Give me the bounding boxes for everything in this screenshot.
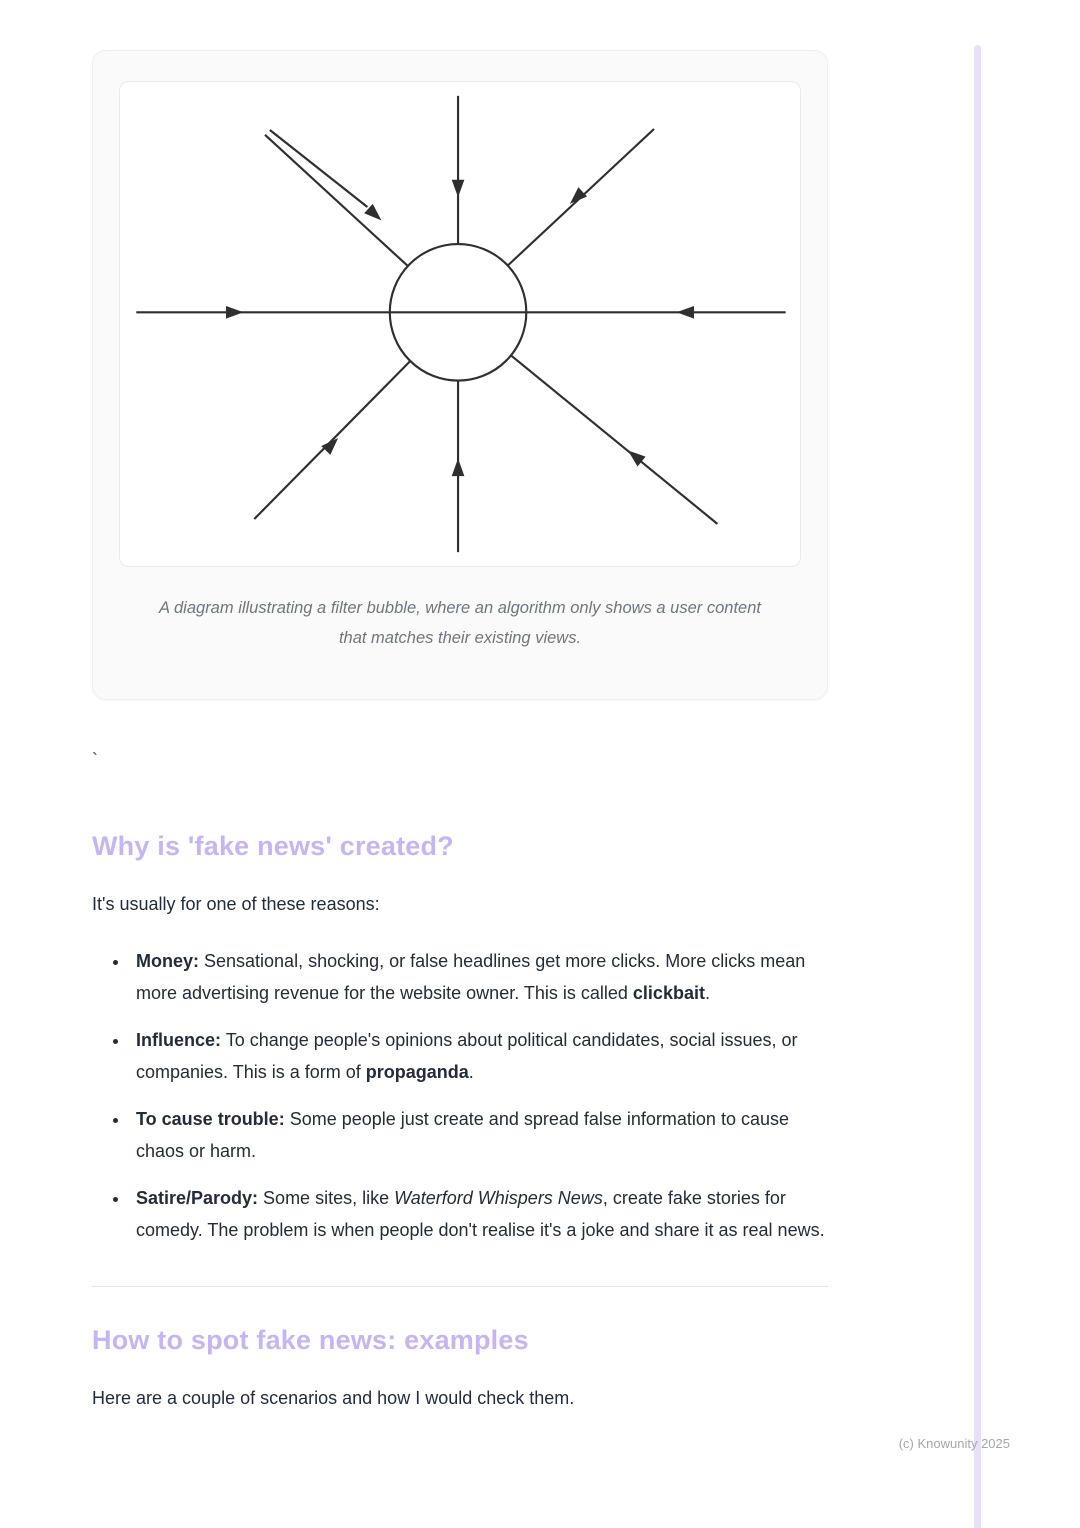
list-item-text: . xyxy=(704,982,710,1003)
list-item-bold-term: clickbait xyxy=(632,982,705,1003)
list-item-bold-term: propaganda xyxy=(365,1061,469,1082)
filter-bubble-diagram xyxy=(128,90,792,558)
list-item-lead: Influence: xyxy=(136,1029,222,1050)
figure-card xyxy=(92,50,828,700)
list-item-text: To change people's opinions about political candidates, social issues, or companies. This is a form of xyxy=(136,1029,798,1082)
list-item-trouble xyxy=(130,1103,828,1167)
stray-backtick: ` xyxy=(92,750,98,771)
list-item-lead: Satire/Parody: xyxy=(136,1188,259,1209)
list-item-text: , create fake stories for comedy. The problem is when people don't realise it's a joke and share it as real news. xyxy=(136,1188,825,1241)
page-edge-stripe xyxy=(974,45,981,1528)
reasons-list xyxy=(92,945,828,1246)
list-item-italic-title: Waterford Whispers News xyxy=(394,1188,603,1209)
list-item-text: . xyxy=(468,1061,474,1082)
section-heading-spot: How to spot fake news: examples xyxy=(92,1325,529,1356)
list-item-text: Some sites, like xyxy=(258,1188,395,1209)
figure-caption: A diagram illustrating a filter bubble, where an algorithm only shows a user content that matches their existing views. xyxy=(159,599,761,648)
why-intro-paragraph: It's usually for one of these reasons: xyxy=(92,894,380,915)
list-item-text: Some people just create and spread false information to cause chaos or harm. xyxy=(136,1108,789,1161)
section-heading-why: Why is 'fake news' created? xyxy=(92,831,454,862)
list-item-influence xyxy=(130,1024,828,1088)
document-content xyxy=(92,0,828,1413)
list-item-text: Sensational, shocking, or false headlines get more clicks. More clicks mean more advertising revenue for the website owner. This is called xyxy=(136,950,806,1003)
list-item-lead: Money: xyxy=(136,950,199,971)
copyright-watermark: (c) Knowunity 2025 xyxy=(898,1436,1010,1451)
diagram-frame xyxy=(119,81,801,567)
list-item-lead: To cause trouble: xyxy=(136,1108,285,1129)
list-item-money xyxy=(130,945,828,1009)
spot-intro-paragraph: Here are a couple of scenarios and how I would check them. xyxy=(92,1388,575,1409)
arrowheads xyxy=(226,180,694,476)
list-item-satire xyxy=(130,1182,828,1246)
section-divider xyxy=(92,1286,828,1287)
